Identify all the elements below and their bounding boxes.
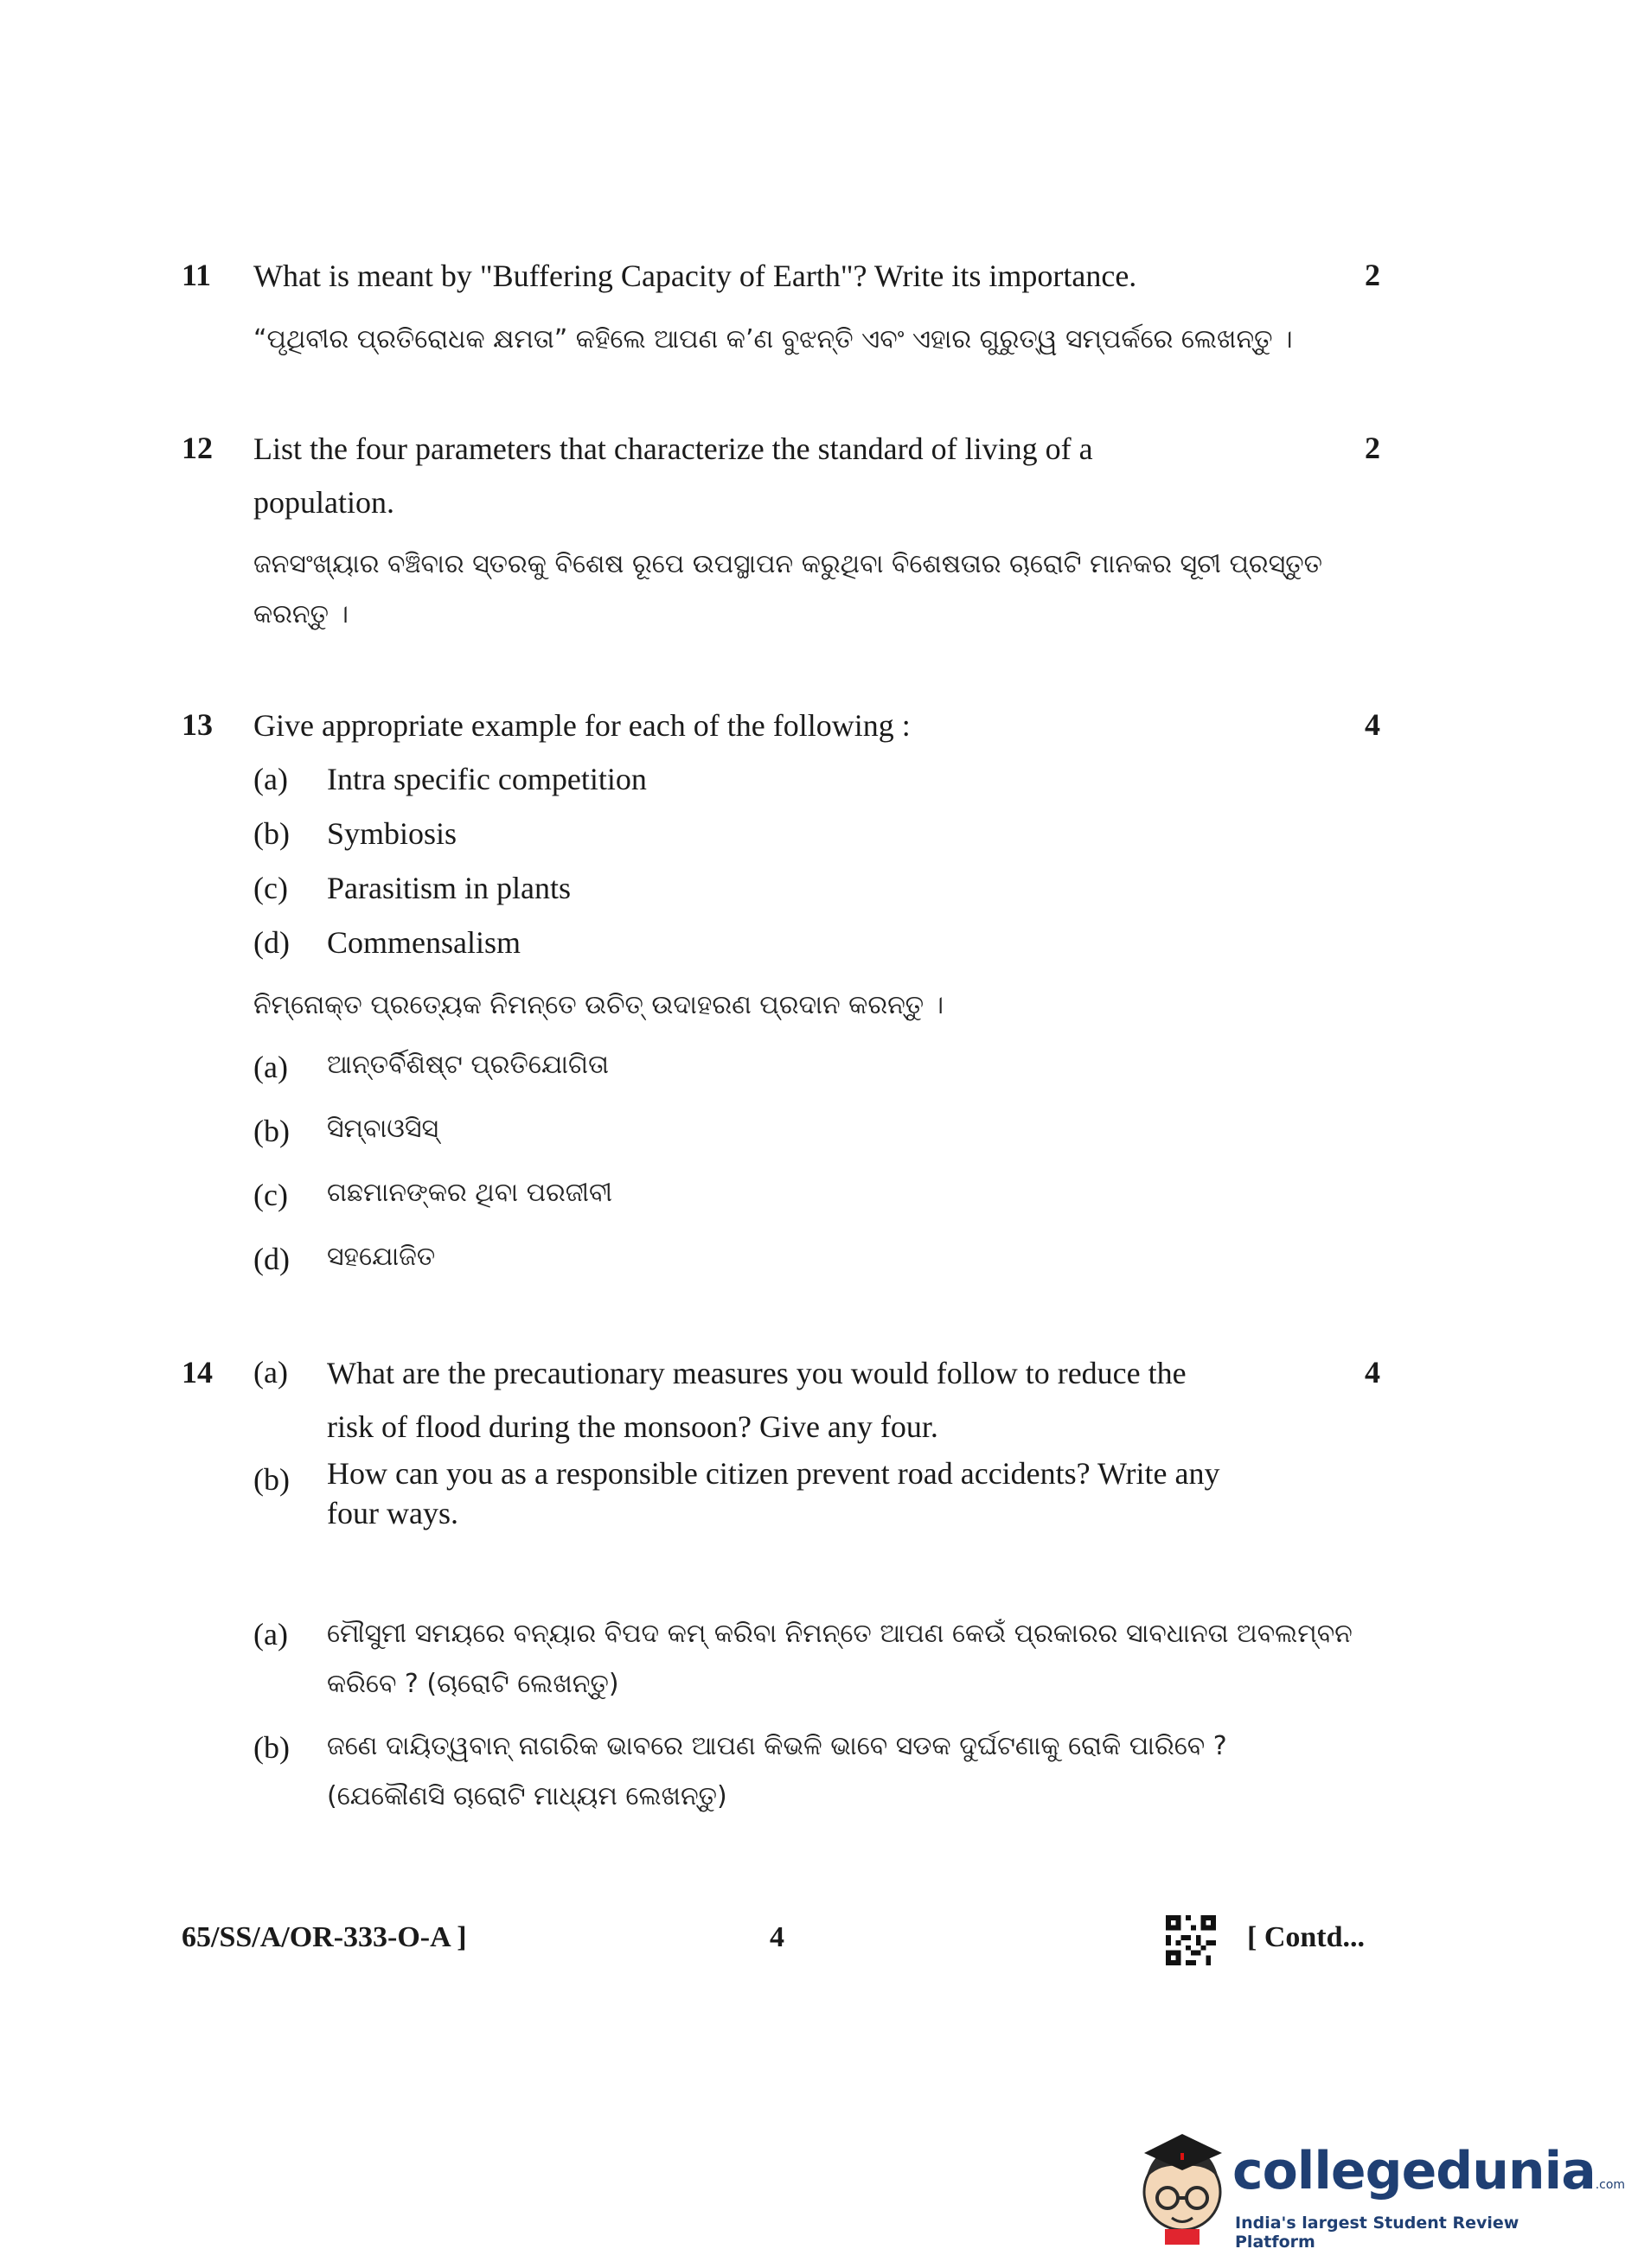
option-label: (d): [253, 925, 290, 960]
question-text-odia: (ଯେକୌଣସି ଚାରୋଟି ମାଧ୍ୟମ ଲେଖନ୍ତୁ): [327, 1781, 727, 1811]
option-text: Symbiosis: [327, 816, 457, 851]
student-mascot-icon: [1144, 2134, 1222, 2245]
question-marks: 2: [1365, 258, 1380, 292]
question-text-en: four ways.: [327, 1496, 458, 1530]
option-label: (b): [253, 1114, 290, 1148]
paper-code: 65/SS/A/OR-333-O-A ]: [182, 1921, 467, 1953]
option-label: (a): [253, 762, 288, 796]
continued-marker: [ Contd...: [1247, 1921, 1366, 1953]
brand-name: collegedunia.com: [1232, 2141, 1625, 2201]
option-label: (b): [253, 1730, 290, 1765]
question-text-en: Give appropriate example for each of the following :: [253, 708, 911, 743]
question-number: 13: [182, 707, 213, 742]
question-text-odia: ନିମ୍ନୋକ୍ତ ପ୍ରତ୍ୟେକ ନିମନ୍ତେ ଉଚିତ୍ ଉଦାହରଣ ପ୍ରଦାନ କରନ୍ତୁ ।: [253, 990, 944, 1020]
question-text-en: List the four parameters that characterize the standard of living of a: [253, 431, 1093, 466]
option-text: Commensalism: [327, 925, 521, 960]
option-label: (b): [253, 1462, 290, 1497]
question-text-odia: କରିବେ ? (ଚାରୋଟି ଲେଖନ୍ତୁ): [327, 1669, 619, 1699]
question-text-odia: “ପୃଥିବୀର ପ୍ରତିରୋଧକ କ୍ଷମତା” କହିଲେ ଆପଣ କ’ଣ ବୁଝନ୍ତି ଏବଂ ଏହାର ଗୁରୁତ୍ୱ ସମ୍ପର୍କରେ ଲେଖନ୍ତୁ ।: [253, 324, 1293, 355]
option-text: Intra specific competition: [327, 762, 647, 796]
question-text-en: What are the precautionary measures you would follow to reduce the: [327, 1356, 1187, 1390]
option-text-odia: ଗଛମାନଙ୍କର ଥିବା ପରଜୀବୀ: [327, 1178, 613, 1208]
question-marks: 4: [1365, 707, 1380, 742]
question-text-odia: ମୌସୁମୀ ସମୟରେ ବନ୍ୟାର ବିପଦ କମ୍ କରିବା ନିମନ୍ତେ ଆପଣ କେଉଁ ପ୍ରକାରର ସାବଧାନତା ଅବଲମ୍ବନ: [327, 1619, 1353, 1649]
question-marks: 4: [1365, 1355, 1380, 1390]
question-text-odia: ଜନସଂଖ୍ୟାର ବଞ୍ଚିବାର ସ୍ତରକୁ ବିଶେଷ ରୂପେ ଉପସ୍ଥାପନ କରୁଥିବା ବିଶେଷତାର ଚାରୋଟି ମାନକର ସୂଚୀ ପ୍ରସ୍ତୁତ: [253, 549, 1323, 579]
question-text-en: How can you as a responsible citizen prevent road accidents? Write any: [327, 1456, 1220, 1491]
option-label: (a): [253, 1617, 288, 1651]
option-label: (c): [253, 1178, 288, 1212]
page-number: 4: [770, 1921, 784, 1953]
question-text-odia: ଜଣେ ଦାୟିତ୍ୱବାନ୍ ନାଗରିକ ଭାବରେ ଆପଣ କିଭଳି ଭାବେ ସଡକ ଦୁର୍ଘଟଣାକୁ ରୋକି ପାରିବେ ?: [327, 1731, 1227, 1761]
option-text-odia: ଆନ୍ତର୍ବିଶିଷ୍ଟ ପ୍ରତିଯୋଗିତା: [327, 1050, 609, 1080]
option-label: (a): [253, 1355, 288, 1390]
question-text-odia: କରନ୍ତୁ ।: [253, 599, 349, 629]
option-label: (c): [253, 871, 288, 905]
option-text-odia: ସିମ୍ବାଓସିସ୍: [327, 1114, 439, 1144]
question-text-en: population.: [253, 485, 394, 520]
question-number: 12: [182, 431, 213, 465]
option-label: (d): [253, 1242, 290, 1276]
option-text-odia: ସହଯୋଜିତ: [327, 1242, 436, 1272]
question-text-en: What is meant by "Buffering Capacity of Earth"? Write its importance.: [253, 259, 1137, 293]
option-label: (a): [253, 1050, 288, 1084]
option-text: Parasitism in plants: [327, 871, 571, 905]
question-text-en: risk of flood during the monsoon? Give any four.: [327, 1409, 938, 1444]
question-number: 11: [182, 258, 212, 292]
question-marks: 2: [1365, 431, 1380, 465]
question-number: 14: [182, 1355, 213, 1390]
qr-code-icon: [1166, 1915, 1216, 1965]
brand-tagline: India's largest Student Review Platform: [1235, 2214, 1519, 2252]
option-label: (b): [253, 816, 290, 851]
